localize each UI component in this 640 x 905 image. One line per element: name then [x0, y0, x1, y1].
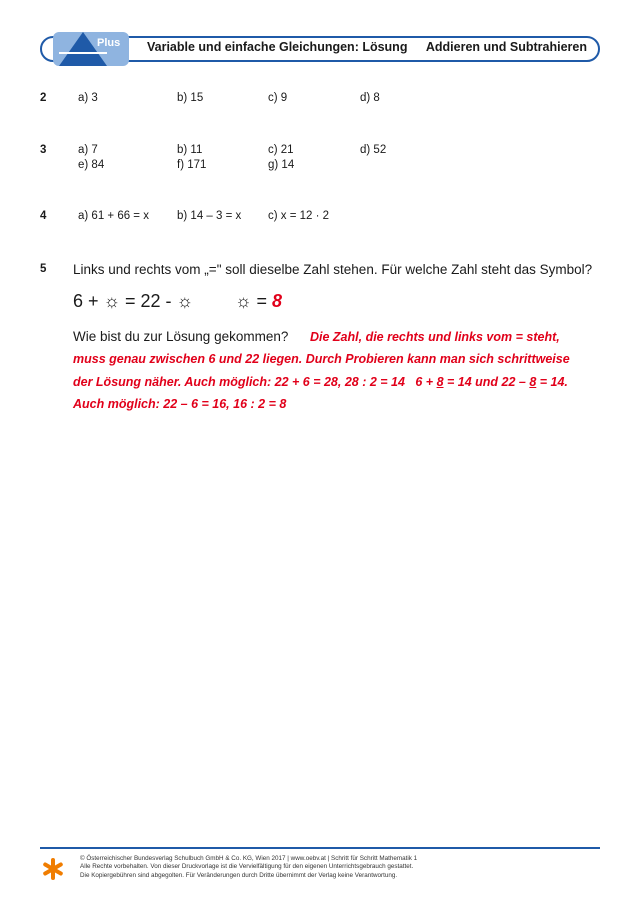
solution-value: 8: [272, 291, 283, 311]
question-number-2: 2: [40, 92, 47, 104]
answer-3e: e) 84: [78, 159, 105, 171]
answer-line-3: [73, 375, 568, 389]
footer-line-2: Alle Rechte vorbehalten. Von dieser Druckvorlage ist die Vervielfältigung für den eigenen Unterrichtsgebrauch gestattet.: [80, 863, 414, 871]
answer-4a: a) 61 + 66 = x: [78, 210, 149, 222]
publisher-star-icon: [40, 856, 66, 882]
logo-text: Plus: [97, 37, 121, 49]
answer-3g: g) 14: [268, 159, 295, 171]
question-number-5: 5: [40, 263, 47, 275]
answer-line-2: muss genau zwischen 6 und 22 liegen. Durch Probieren kann man sich schrittweise: [73, 352, 570, 366]
answer-2a: a) 3: [78, 92, 98, 104]
question-number-4: 4: [40, 210, 47, 222]
answer-line-3-part-c: = 14.: [536, 375, 568, 389]
section-title: Addieren und Subtrahieren: [425, 40, 587, 54]
question-5-text: Links und rechts vom „=" soll dieselbe Zahl stehen. Für welche Zahl steht das Symbol?: [73, 262, 593, 277]
footer-line-3: Die Kopiergebühren sind abgegolten. Für Veränderungen durch Dritte übernimmt der Verlag keine Verantwortung.: [80, 871, 398, 879]
answer-4b: b) 14 – 3 = x: [177, 210, 242, 222]
answer-3d: d) 52: [360, 144, 387, 156]
equation: 6 + ☼ = 22 - ☼: [73, 291, 194, 311]
answer-3c: c) 21: [268, 144, 294, 156]
footer-text: [80, 855, 417, 880]
answer-2c: c) 9: [268, 92, 288, 104]
page-title: Variable und einfache Gleichungen: Lösung: [147, 40, 408, 54]
plus-logo-icon: [53, 28, 129, 68]
answer-line-1: Die Zahl, die rechts und links vom = steht,: [310, 330, 560, 344]
answer-line-3-underlined-2: 8: [529, 375, 537, 389]
answer-3f: f) 171: [177, 159, 207, 171]
footer-line-1: © Österreichischer Bundesverlag Schulbuch GmbH & Co. KG, Wien 2017 | www.oebv.at | Schritt für Schritt Mathematik 1: [80, 855, 418, 862]
answer-3b: b) 11: [177, 144, 203, 156]
footer-divider: [40, 847, 600, 849]
answer-2d: d) 8: [360, 92, 380, 104]
solution: [235, 291, 282, 312]
answer-3a: a) 7: [78, 144, 98, 156]
answer-line-3-part-a: der Lösung näher. Auch möglich: 22 + 6 = 28, 28 : 2 = 14 6 +: [73, 375, 437, 389]
answer-line-3-part-b: = 14 und 22 –: [443, 375, 530, 389]
answer-line-3-underlined-1: 8: [436, 375, 444, 389]
solution-label: ☼ =: [235, 291, 273, 311]
answer-line-4: Auch möglich: 22 – 6 = 16, 16 : 2 = 8: [73, 397, 287, 411]
answer-2b: b) 15: [177, 92, 204, 104]
answer-4c: c) x = 12 · 2: [268, 210, 330, 222]
solution-prompt: Wie bist du zur Lösung gekommen?: [73, 329, 289, 344]
question-number-3: 3: [40, 144, 47, 156]
